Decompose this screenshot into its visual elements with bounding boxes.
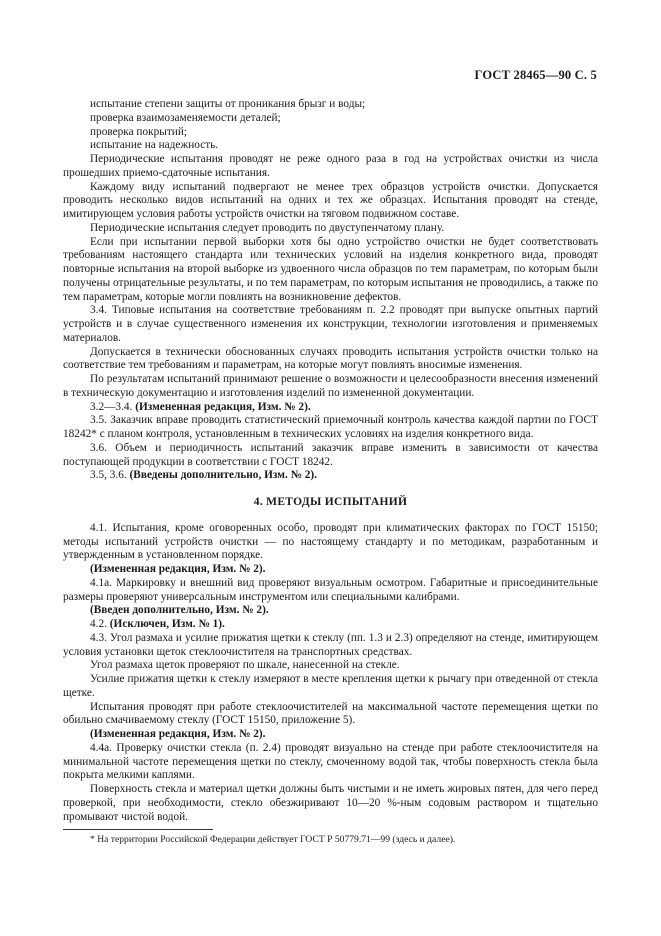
paragraph: проверка покрытий; — [90, 125, 188, 138]
paragraph: 3.4. Типовые испытания на соответствие требованиям п. 2.2 проводят при выпуске опытных партий устройств и в случае существенного изменения их конструкции, технологии изготовления и применяемых материалов. — [63, 304, 598, 344]
paragraph: Поверхность стекла и материал щетки должны быть чистыми и не иметь жировых пятен, для чего перед проверкой, при необходимости, стекло обезжиривают 10—20 %-ным содовым раствором и тщательно промывают чистой водой. — [63, 783, 598, 823]
paragraph: Усилие прижатия щетки к стеклу измеряют в месте крепления щетки к рычагу при отведенной от стекла щетке. — [63, 673, 598, 699]
paragraph: 3.6. Объем и периодичность испытаний заказчик вправе изменить в зависимости от качества поступающей продукции в соответствии с ГОСТ 18242. — [63, 441, 598, 468]
note-prefix: 3.2—3.4. — [90, 400, 136, 413]
amendment-note — [63, 401, 598, 415]
section-title: 4. МЕТОДЫ ИСПЫТАНИЙ — [253, 496, 408, 508]
document-body — [63, 98, 598, 846]
amendment-note: (Введен дополнительно, Изм. № 2). — [90, 604, 269, 617]
paragraph: Угол размаха щеток проверяют по шкале, нанесенной на стекле. — [90, 659, 400, 672]
amendment-note — [63, 618, 598, 632]
amendment-note — [63, 469, 598, 483]
paragraph: 4.1. Испытания, кроме оговоренных особо, проводят при климатических факторах по ГОСТ 15150; методы испытаний устройств очистки — по настоящему стандарту и по методикам, разработанным и утвержденным в установленном порядке. — [63, 521, 598, 562]
footnote: * На территории Российской Федерации действует ГОСТ Р 50779.71—99 (здесь и далее). — [90, 834, 456, 846]
paragraph: Каждому виду испытаний подвергают не менее трех образцов устройств очистки. Допускается проводить несколько видов испытаний на одних и тех же образцах. Испытания проводят на стенде, имитирующем условия работы устройств очистки на тяговом подвижном составе. — [63, 180, 598, 220]
paragraph: проверка взаимозаменяемости деталей; — [90, 111, 281, 124]
paragraph: испытание на надежность. — [90, 139, 219, 152]
paragraph: Периодические испытания следует проводить по двуступенчатому плану. — [90, 221, 445, 234]
paragraph: 4.1а. Маркировку и внешний вид проверяют визуальным осмотром. Габаритные и присоединительные размеры проверяют универсальным инструментом или специальными калибрами. — [63, 576, 598, 603]
amendment-note: (Измененная редакция, Изм. № 2). — [90, 728, 266, 740]
paragraph: 4.4а. Проверку очистки стекла (п. 2.4) проводят визуально на стенде при работе стеклоочистителя на минимальной частоте перемещения щетки по стеклу, смоченному водой так, чтобы поверхность стекла была покрыта мелкими каплями. — [63, 741, 598, 782]
footnote-divider — [63, 829, 213, 830]
paragraph: Периодические испытания проводят не реже одного раза в год на устройствах очистки из числа прошедших приемо-сдаточные испытания. — [63, 153, 598, 179]
paragraph: По результатам испытаний принимают решение о возможности и целесообразности внесения изменений в техническую документацию и изготовления изделий по измененной документации. — [63, 373, 598, 399]
page-header: ГОСТ 28465—90 С. 5 — [474, 68, 597, 82]
note-bold: (Измененная редакция, Изм. № 2). — [135, 400, 311, 413]
note-prefix: 4.2. — [90, 618, 110, 630]
note-prefix: 3.5, 3.6. — [90, 469, 130, 482]
amendment-note: (Измененная редакция, Изм. № 2). — [90, 563, 266, 575]
paragraph: Допускается в технически обоснованных случаях проводить испытания устройств очистки только на соответствие тем требованиям и параметрам, на которые могут повлиять вносимые изменения. — [63, 345, 598, 372]
paragraph: 3.5. Заказчик вправе проводить статистический приемочный контроль качества каждой партии по ГОСТ 18242* с планом контроля, установленным в технических условиях на изделия конкретного вида. — [63, 414, 598, 440]
paragraph: Если при испытании первой выборки хотя бы одно устройство очистки не будет соответствовать требованиям настоящего стандарта или технических условий на изделия конкретного вида, проводят повторные испытания на второй выборке из удвоенного числа образцов по тем параметрам, по которым были получены отрицательные результаты, и по тем параметрам, по которым испытания не проводились, а также по тем параметрам, которые могли повлиять на возникновение дефектов. — [63, 235, 598, 303]
note-bold: (Исключен, Изм. № 1). — [109, 618, 225, 630]
paragraph: 4.3. Угол размаха и усилие прижатия щетки к стеклу (пп. 1.3 и 2.3) определяют на стенде, имитирующем условия установки щеток стеклоочистителя на транспортных средствах. — [63, 631, 598, 658]
note-bold: (Введены дополнительно, Изм. № 2). — [129, 469, 318, 482]
paragraph: Испытания проводят при работе стеклоочистителей на максимальной частоте перемещения щетки по обильно смачиваемому стеклу (ГОСТ 15150, приложение 5). — [63, 700, 598, 727]
paragraph: испытание степени защиты от проникания брызг и воды; — [90, 98, 366, 110]
